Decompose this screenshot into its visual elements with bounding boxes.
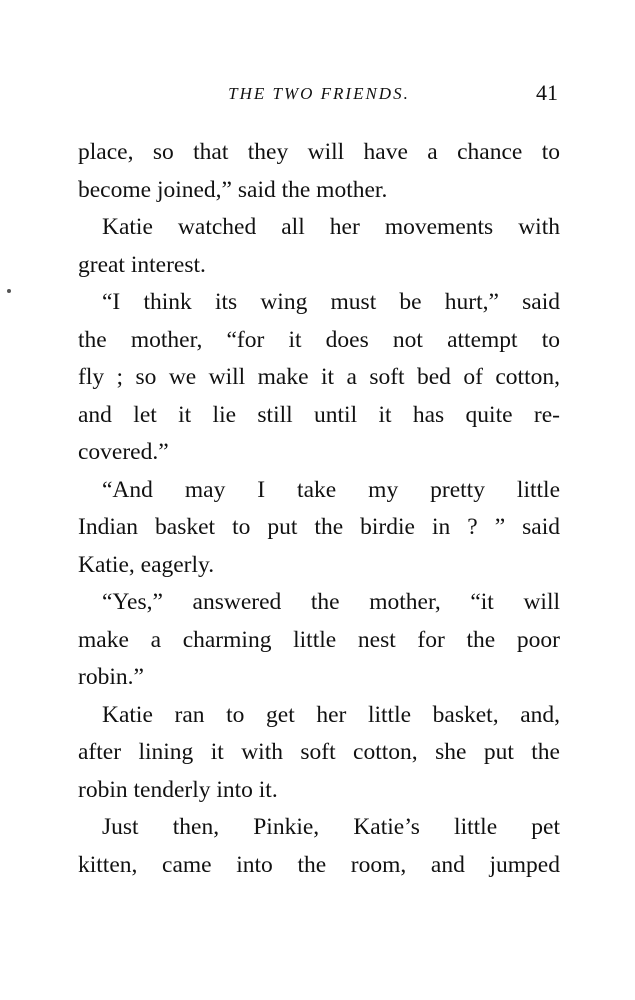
text-line: “I think its wing must be hurt,” said bbox=[102, 289, 560, 315]
text-line: make a charming little nest for the poor bbox=[78, 626, 560, 653]
text-line: Katie watched all her movements with bbox=[102, 214, 560, 240]
text-line: the mother, “for it does not attempt to bbox=[78, 326, 560, 353]
text-line: kitten, came into the room, and jumped bbox=[78, 851, 560, 878]
text-line: place, so that they will have a chance to bbox=[78, 139, 560, 165]
text-line: Katie, eagerly. bbox=[78, 551, 215, 578]
text-line: and let it lie still until it has quite re- bbox=[78, 401, 560, 428]
page-number: 41 bbox=[536, 80, 558, 105]
running-head bbox=[78, 80, 560, 110]
text-line: Katie ran to get her little basket, and, bbox=[102, 701, 560, 728]
text-line: Indian basket to put the birdie in ? ” said bbox=[78, 514, 560, 540]
body-text bbox=[78, 134, 560, 884]
text-line: Just then, Pinkie, Katie’s little pet bbox=[102, 814, 560, 840]
margin-speck bbox=[7, 289, 11, 293]
text-line: great interest. bbox=[78, 251, 206, 278]
text-line: after lining it with soft cotton, she put the bbox=[78, 739, 560, 765]
text-line: “And may I take my pretty little bbox=[102, 476, 560, 503]
text-line: robin tenderly into it. bbox=[78, 776, 278, 803]
text-line: “Yes,” answered the mother, “it will bbox=[102, 589, 560, 615]
running-title: THE TWO FRIENDS. bbox=[228, 84, 410, 103]
text-line: become joined,” said the mother. bbox=[78, 176, 388, 203]
text-line: covered.” bbox=[78, 439, 169, 465]
text-line: fly ; so we will make it a soft bed of cotton, bbox=[78, 364, 560, 390]
text-line: robin.” bbox=[78, 664, 144, 690]
